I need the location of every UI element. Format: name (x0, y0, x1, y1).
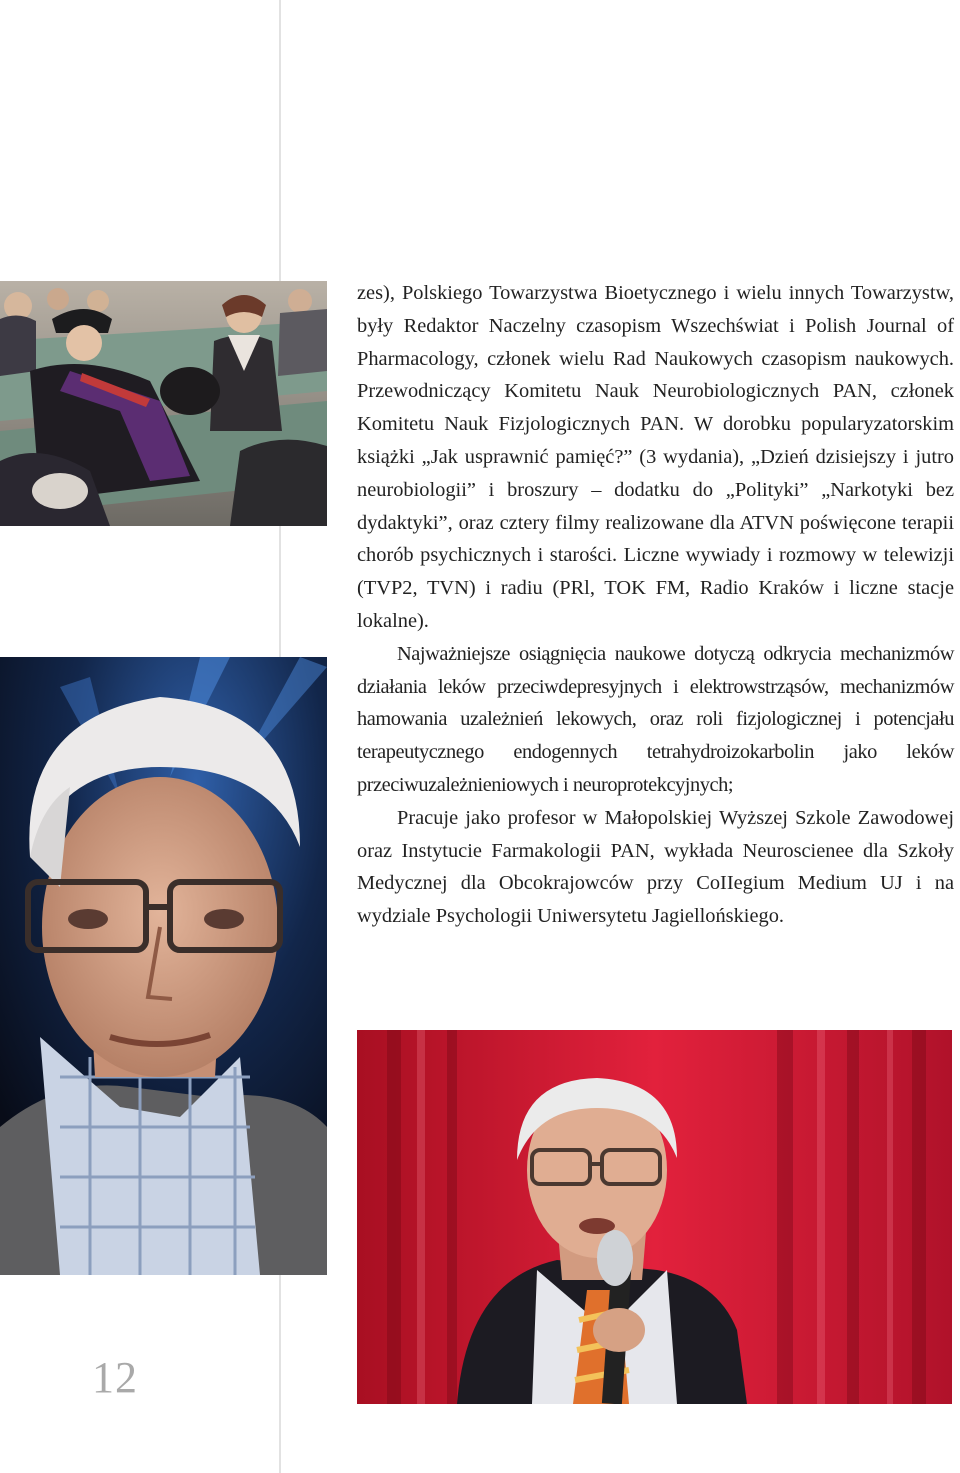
speaker-photo (357, 1030, 952, 1404)
article-body (357, 277, 954, 933)
body-paragraph: Pracuje jako profesor w Małopolskiej Wyższej Szkole Zawodowej oraz Instytucie Farmakologii PAN, wykłada Neuroscienee dla Szkoły Medycznej dla Obcokrajowców przy CoIIegium Medium UJ i na wydziale Psychologii Uniwersytetu Jagiellońskiego. (357, 806, 954, 928)
portrait-photo (0, 657, 327, 1275)
page-number: 12 (92, 1353, 138, 1402)
body-paragraph: Najważniejsze osiągnięcia naukowe dotyczą odkrycia mechanizmów działania leków przeciwdepresyjnych i elektrowstrząsów, mechanizmów hamowania uzależnień lekowych, oraz roli fizjologicznej i potencjału terapeutycznego endogennych tetrahydroizokarbolin jako leków przeciwuzależnieniowych i neuroprotekcyjnych; (357, 642, 954, 796)
audience-photo (0, 281, 327, 526)
body-paragraph: zes), Polskiego Towarzystwa Bioetycznego i wielu innych Towarzystw, były Redaktor Naczelny czasopism Wszechświat i Polish Journal of Pharmacology, członek wielu Rad Naukowych czasopism naukowych. Przewodniczący Komitetu Nauk Neurobiologicznych PAN, członek Komitetu Nauk Fizjologicznych PAN. W dorobku popularyzatorskim książki „Jak usprawnić pamięć?” (3 wydania), „Dzień dzisiejszy i jutro neurobiologii” i broszury – dodatku do „Polityki” „Narkotyki bez dydaktyki”, oraz cztery filmy realizowane dla ATVN poświęcone terapii chorób psychicznych i starości. Liczne wywiady i rozmowy w telewizji (TVP2, TVN) i radiu (PRl, TOK FM, Radio Kraków i liczne stacje lokalne). (357, 282, 954, 632)
